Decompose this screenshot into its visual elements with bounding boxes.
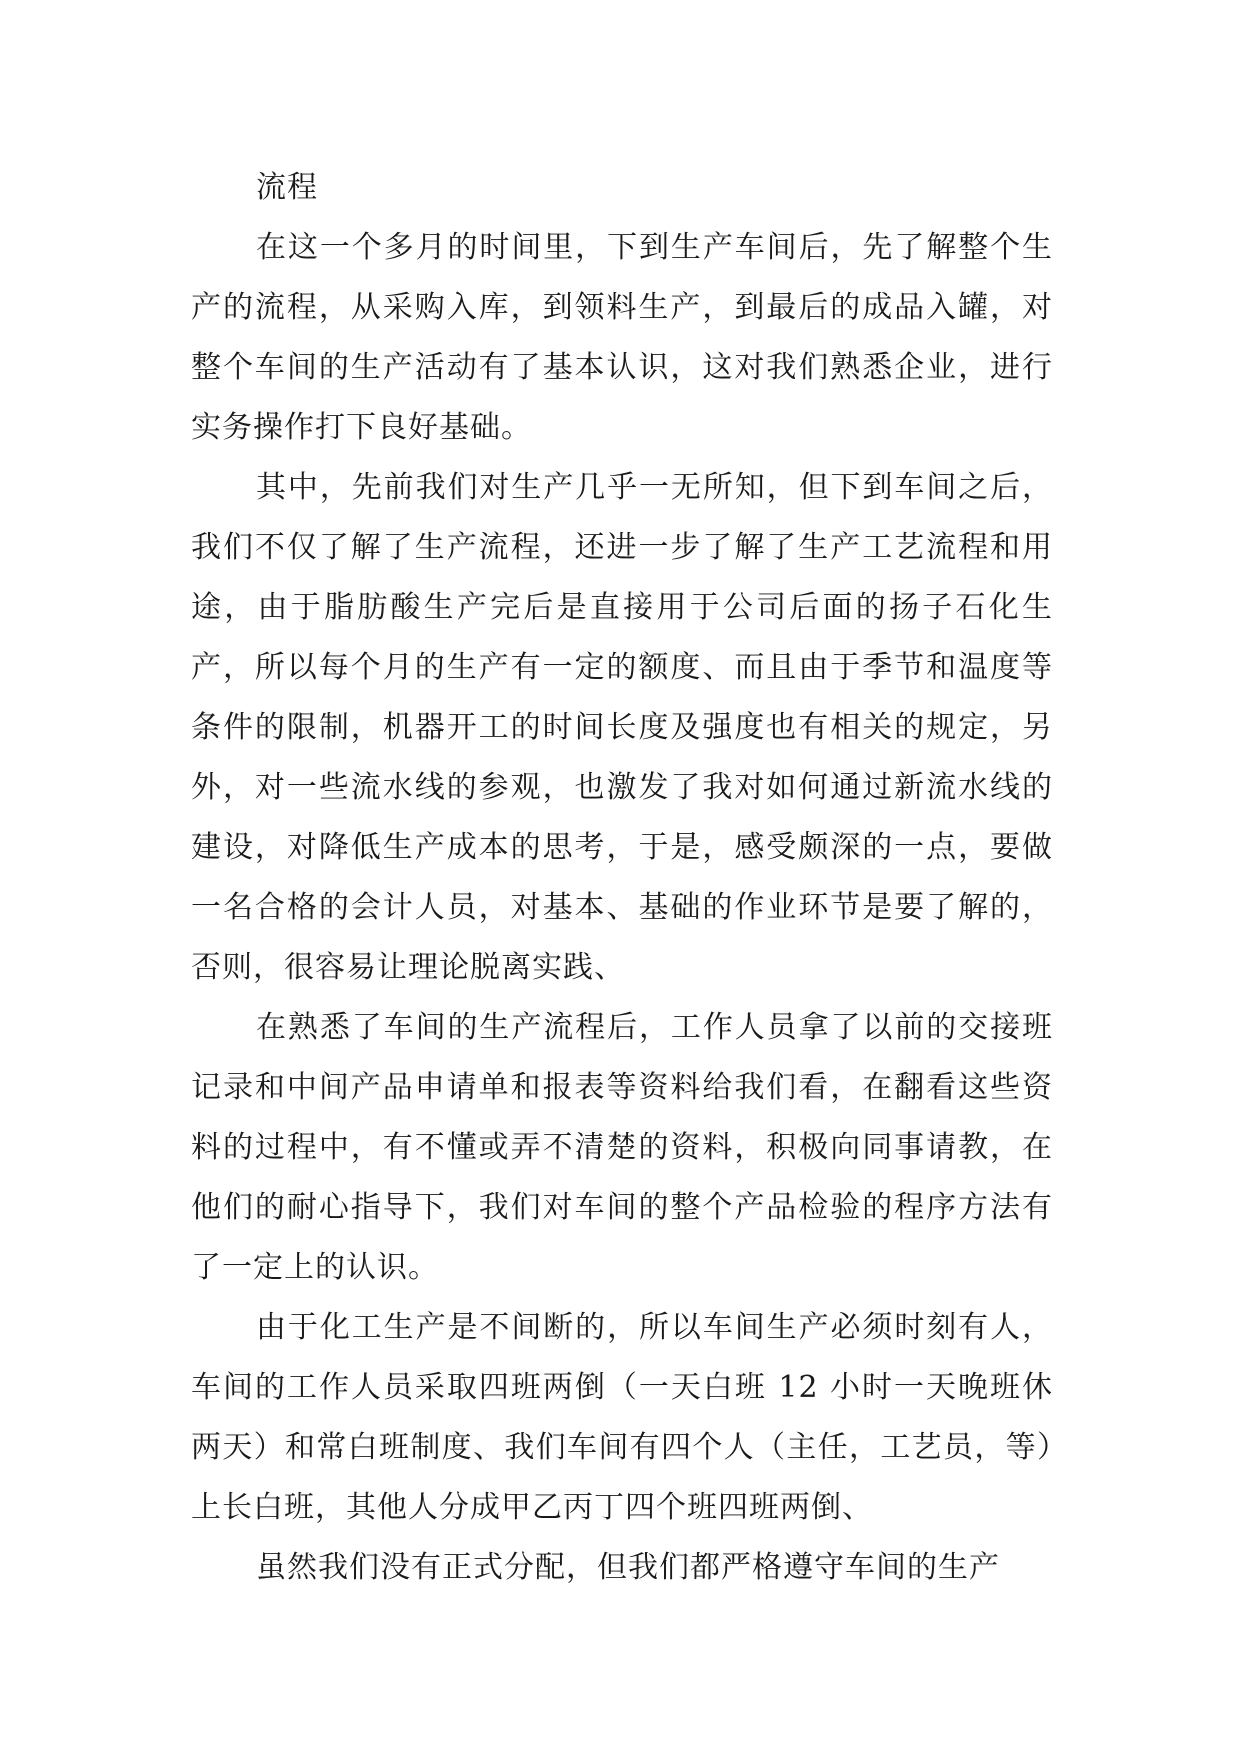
paragraph-records-review: 在熟悉了车间的生产流程后，工作人员拿了以前的交接班记录和中间产品申请单和报表等资料给我们看，在翻看这些资料的过程中，有不懂或弄不清楚的资料，积极向同事请教，在他们的耐心指导下，我们对车间的整个产品检验的程序方法有了一定上的认识。 <box>191 1010 1053 1285</box>
paragraph-workshop-overview: 在这一个多月的时间里，下到生产车间后，先了解整个生产的流程，从采购入库，到领料生产，到最后的成品入罐，对整个车间的生产活动有了基本认识，这对我们熟悉企业，进行实务操作打下良好基础。 <box>191 230 1053 445</box>
document-body <box>191 158 1053 1598</box>
paragraph-shift-system: 由于化工生产是不间断的，所以车间生产必须时刻有人，车间的工作人员采取四班两倒（一天白班 12 小时一天晚班休两天）和常白班制度、我们车间有四个人（主任，工艺员，等）上长白班，其他人分成甲乙丙丁四个班四班两倒、 <box>191 1310 1053 1525</box>
paragraph-discipline: 虽然我们没有正式分配，但我们都严格遵守车间的生产 <box>256 1550 1000 1585</box>
paragraph-production-process: 其中，先前我们对生产几乎一无所知，但下到车间之后，我们不仅了解了生产流程，还进一步了解了生产工艺流程和用途，由于脂肪酸生产完后是直接用于公司后面的扬子石化生产，所以每个月的生产有一定的额度、而且由于季节和温度等条件的限制，机器开工的时间长度及强度也有相关的规定，另外，对一些流水线的参观，也激发了我对如何通过新流水线的建设，对降低生产成本的思考，于是，感受颇深的一点，要做一名合格的会计人员，对基本、基础的作业环节是要了解的，否则，很容易让理论脱离实践、 <box>191 470 1053 985</box>
paragraph-heading-fragment: 流程 <box>256 170 318 205</box>
